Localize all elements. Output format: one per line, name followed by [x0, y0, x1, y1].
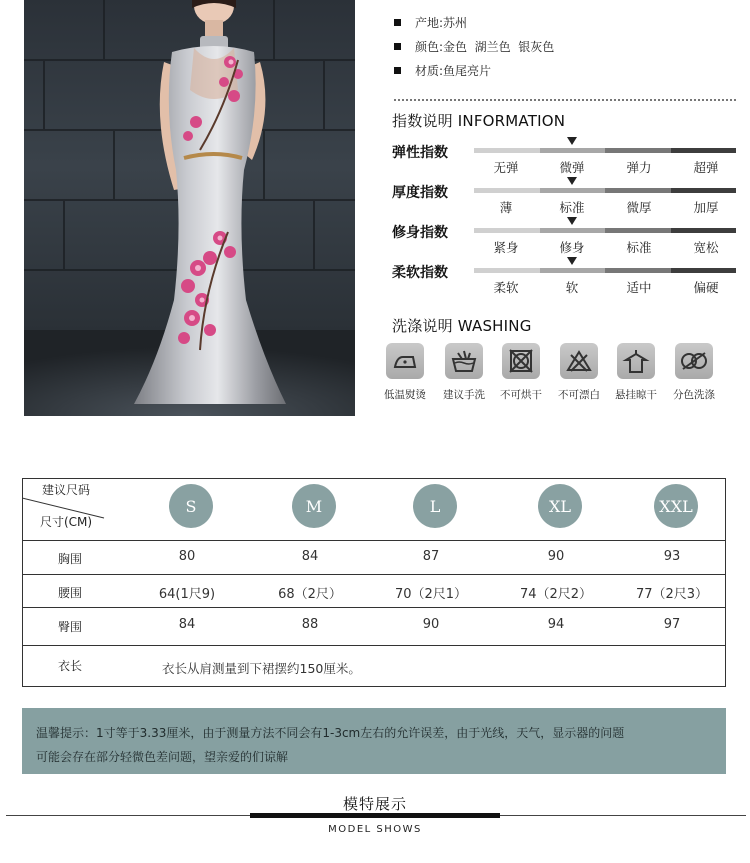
table-cell: 68（2尺） — [278, 587, 342, 602]
scale-segment — [474, 268, 540, 273]
wash-label: 建议手洗 — [443, 389, 485, 401]
information-title-cn: 指数说明 — [392, 112, 458, 130]
scale-segment — [474, 228, 540, 233]
tip-line: 温馨提示：1寸等于3.33厘米，由于测量方法不同会有1-3cm左右的允许误差，由于光线，天气，显示器的问题 — [36, 726, 625, 740]
table-cell: 84 — [301, 549, 319, 564]
tip-line: 可能会存在部分轻微色差问题，望亲爱的们谅解 — [36, 750, 289, 764]
attribute-key: 产地: — [415, 16, 444, 30]
index-option: 软 — [565, 280, 579, 295]
row-label: 腰围 — [57, 586, 82, 600]
scale-segment — [605, 148, 671, 153]
product-photo — [24, 0, 355, 416]
attribute-value: 苏州 — [443, 16, 468, 30]
index-option: 微厚 — [626, 200, 652, 215]
attribute-value: 鱼尾亮片 — [443, 64, 492, 78]
wash-label: 悬挂晾干 — [615, 389, 657, 401]
table-divider — [22, 645, 726, 646]
table-divider — [22, 540, 726, 541]
scale-segment — [540, 228, 606, 233]
index-option: 修身 — [559, 240, 585, 255]
row-label: 胸围 — [57, 552, 82, 566]
index-option: 紧身 — [493, 240, 519, 255]
length-label: 衣长 — [57, 659, 82, 673]
scale-segment — [671, 268, 737, 273]
scale-segment — [671, 148, 737, 153]
table-cell: 94 — [547, 617, 565, 632]
scale-segment — [540, 188, 606, 193]
index-option: 柔软 — [493, 280, 519, 295]
tip-box — [22, 708, 726, 774]
attribute-key: 颜色: — [415, 40, 444, 54]
table-cell: 97 — [663, 617, 681, 632]
size-badge-xxl: XXL — [654, 484, 698, 528]
wash-label: 不可漂白 — [558, 389, 600, 401]
index-option: 无弹 — [493, 160, 519, 175]
scale-segment — [605, 188, 671, 193]
row-label: 臀围 — [57, 620, 82, 634]
selected-marker-icon — [567, 137, 577, 145]
table-cell: 90 — [547, 549, 565, 564]
index-option: 弹力 — [626, 160, 652, 175]
mermaid-dress-illustration — [24, 0, 355, 416]
attribute-color — [394, 38, 554, 55]
table-cell: 70（2尺1） — [394, 587, 468, 602]
index-label: 弹性指数 — [392, 145, 448, 161]
attribute-key: 材质: — [415, 64, 444, 78]
index-option: 适中 — [626, 280, 652, 295]
table-cell: 90 — [422, 617, 440, 632]
washing-title-en: WASHING — [457, 317, 532, 335]
scale-segment — [540, 268, 606, 273]
selected-marker-icon — [567, 177, 577, 185]
table-cell: 87 — [422, 549, 440, 564]
index-scale-bar — [474, 268, 736, 273]
washing-title — [392, 315, 532, 336]
hand-wash-icon — [445, 343, 483, 379]
size-badge-s: S — [169, 484, 213, 528]
index-option: 宽松 — [693, 240, 719, 255]
scale-segment — [474, 148, 540, 153]
index-label: 厚度指数 — [392, 185, 448, 201]
table-divider — [22, 607, 726, 608]
table-cell: 93 — [663, 549, 681, 564]
size-badge-l: L — [413, 484, 457, 528]
table-cell: 64(1尺9) — [158, 587, 216, 602]
scale-segment — [605, 268, 671, 273]
size-badge-xl: XL — [538, 484, 582, 528]
index-scale-bar — [474, 148, 736, 153]
index-option: 加厚 — [693, 200, 719, 215]
section-title-model-shows: 模特展示 — [342, 795, 407, 813]
index-option: 偏硬 — [693, 280, 719, 295]
bullet-square-icon — [394, 43, 401, 50]
size-badge-m: M — [292, 484, 336, 528]
scale-segment — [605, 228, 671, 233]
hang-dry-icon — [617, 343, 655, 379]
wash-label: 分色洗涤 — [673, 389, 715, 401]
selected-marker-icon — [567, 257, 577, 265]
bullet-square-icon — [394, 19, 401, 26]
table-cell: 74（2尺2） — [519, 587, 593, 602]
scale-segment — [671, 188, 737, 193]
index-option: 薄 — [499, 200, 513, 215]
no-bleach-icon — [560, 343, 598, 379]
index-label: 柔软指数 — [392, 265, 448, 281]
length-text: 衣长从肩测量到下裙摆约150厘米。 — [162, 661, 361, 676]
index-scale-bar — [474, 228, 736, 233]
attribute-material — [394, 62, 491, 79]
attribute-value: 金色 湖兰色 银灰色 — [443, 40, 555, 54]
dotted-divider — [394, 99, 736, 101]
index-label: 修身指数 — [392, 225, 448, 241]
scale-segment — [474, 188, 540, 193]
size-header-bottom: 尺寸(CM) — [40, 515, 93, 529]
bullet-square-icon — [394, 67, 401, 74]
washing-title-cn: 洗涤说明 — [392, 317, 458, 335]
size-header-top: 建议尺码 — [42, 483, 91, 497]
index-option: 标准 — [626, 240, 652, 255]
wash-label: 不可烘干 — [500, 389, 542, 401]
attribute-origin — [394, 14, 467, 31]
index-option: 标准 — [559, 200, 585, 215]
information-title-en: INFORMATION — [457, 112, 566, 130]
no-tumble-dry-icon — [502, 343, 540, 379]
wash-label: 低温熨烫 — [384, 389, 426, 401]
selected-marker-icon — [567, 217, 577, 225]
table-cell: 84 — [178, 617, 196, 632]
wash-separately-icon — [675, 343, 713, 379]
section-subtitle: MODEL SHOWS — [328, 824, 422, 835]
footer-accent-bar — [250, 813, 500, 818]
table-cell: 80 — [178, 549, 196, 564]
index-option: 微弹 — [559, 160, 585, 175]
table-cell: 88 — [301, 617, 319, 632]
scale-segment — [540, 148, 606, 153]
low-temp-iron-icon — [386, 343, 424, 379]
information-title — [392, 110, 565, 131]
scale-segment — [671, 228, 737, 233]
index-option: 超弹 — [693, 160, 719, 175]
table-cell: 77（2尺3） — [635, 587, 709, 602]
table-divider — [22, 574, 726, 575]
index-scale-bar — [474, 188, 736, 193]
